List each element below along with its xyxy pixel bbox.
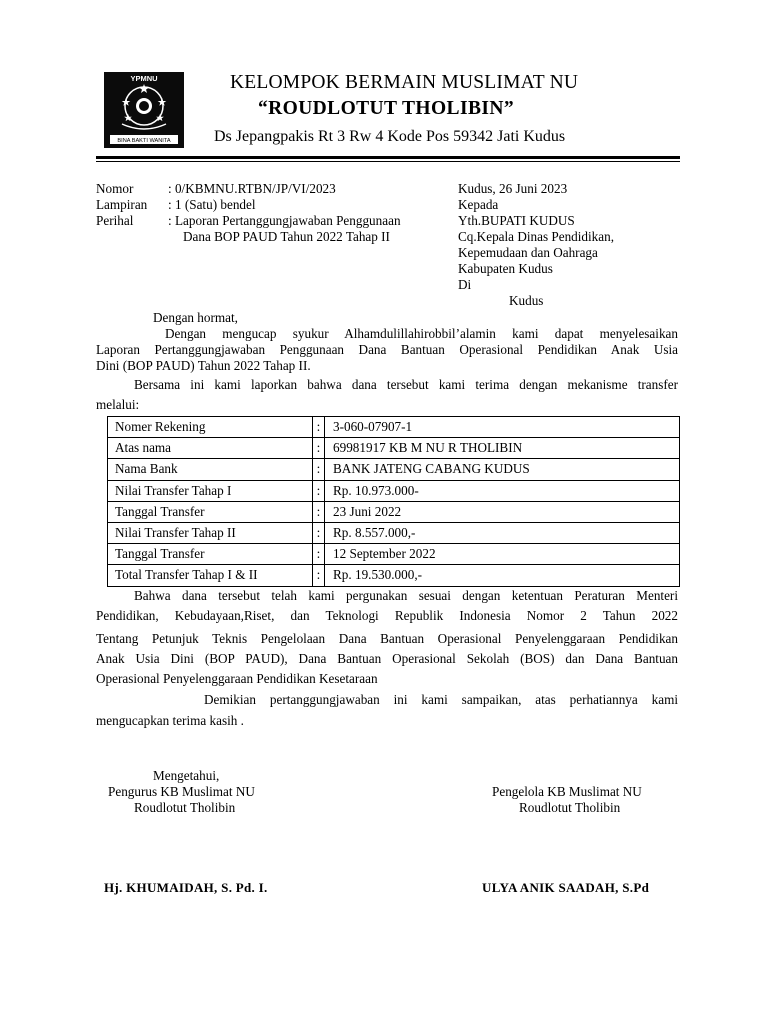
logo-top-text: YPMNU bbox=[130, 74, 158, 83]
paragraph-3-line2: Pendidikan, Kebudayaan,Riset, dan Teknologi Republik Indonesia Nomor 2 Tahun 2022 bbox=[96, 608, 678, 623]
table-cell-value: 3-060-07907-1 bbox=[325, 417, 680, 438]
ypmnu-logo bbox=[104, 72, 184, 148]
logo-bottom-text: BINA BAKTI WANITA bbox=[117, 138, 171, 144]
table-cell-value: 69981917 KB M NU R THOLIBIN bbox=[325, 438, 680, 459]
recipient-cq-line2: Kepemudaan dan Oahraga bbox=[458, 245, 598, 260]
paragraph-3-line5: Operasional Penyelenggaraan Pendidikan Kesetaraan bbox=[96, 671, 378, 686]
paragraph-3-line3: Tentang Petunjuk Teknis Pengelolaan Dana Bantuan Operasional Penyelenggaraan Pendidikan bbox=[96, 631, 678, 646]
letterhead-institution: KELOMPOK BERMAIN MUSLIMAT NU bbox=[230, 72, 579, 93]
table-cell-label: Nilai Transfer Tahap I bbox=[108, 480, 313, 501]
table-row bbox=[108, 459, 680, 480]
table-cell-separator: : bbox=[313, 501, 325, 522]
table-row bbox=[108, 522, 680, 543]
recipient-kepada: Kepada bbox=[458, 197, 499, 212]
table-cell-separator: : bbox=[313, 480, 325, 501]
table-cell-value: 12 September 2022 bbox=[325, 544, 680, 565]
table-row bbox=[108, 565, 680, 586]
paragraph-3-line4: Anak Usia Dini (BOP PAUD), Dana Bantuan Operasional Sekolah (BOS) dan Dana Bantuan bbox=[96, 651, 678, 666]
signature-right-role: Pengelola KB Muslimat NU bbox=[492, 784, 642, 799]
table-cell-label: Nomer Rekening bbox=[108, 417, 313, 438]
perihal-label: Perihal bbox=[96, 213, 134, 228]
signature-left-name: Hj. KHUMAIDAH, S. Pd. I. bbox=[104, 880, 268, 895]
table-cell-value: Rp. 10.973.000- bbox=[325, 480, 680, 501]
table-row bbox=[108, 480, 680, 501]
table-cell-label: Total Transfer Tahap I & II bbox=[108, 565, 313, 586]
table-cell-separator: : bbox=[313, 417, 325, 438]
signature-left-org: Roudlotut Tholibin bbox=[134, 800, 236, 815]
recipient-cq-line3: Kabupaten Kudus bbox=[458, 261, 553, 276]
letter-date: Kudus, 26 Juni 2023 bbox=[458, 181, 568, 196]
ypmnu-emblem-icon bbox=[104, 72, 184, 148]
paragraph-4-line1: Demikian pertanggungjawaban ini kami sampaikan, atas perhatiannya kami bbox=[204, 692, 678, 707]
table-cell-separator: : bbox=[313, 565, 325, 586]
table-row bbox=[108, 501, 680, 522]
table-cell-separator: : bbox=[313, 544, 325, 565]
table-cell-separator: : bbox=[313, 459, 325, 480]
signature-right-name: ULYA ANIK SAADAH, S.Pd bbox=[482, 880, 650, 895]
table-row bbox=[108, 438, 680, 459]
table-cell-label: Tanggal Transfer bbox=[108, 501, 313, 522]
table-cell-value: BANK JATENG CABANG KUDUS bbox=[325, 459, 680, 480]
nomor-label: Nomor bbox=[96, 181, 134, 196]
paragraph-1-line2: Laporan Pertanggungjawaban Penggunaan Dana Bantuan Operasional Pendidikan Anak Usia bbox=[96, 342, 678, 357]
paragraph-2-line2: melalui: bbox=[96, 397, 140, 412]
table-row bbox=[108, 417, 680, 438]
table-cell-label: Atas nama bbox=[108, 438, 313, 459]
table-cell-label: Tanggal Transfer bbox=[108, 544, 313, 565]
signature-right-org: Roudlotut Tholibin bbox=[519, 800, 621, 815]
paragraph-1-line3: Dini (BOP PAUD) Tahun 2022 Tahap II. bbox=[96, 358, 311, 373]
perihal-value-line1: : Laporan Pertanggungjawaban Penggunaan bbox=[168, 213, 401, 228]
transfer-table bbox=[107, 416, 680, 587]
perihal-value-line2: Dana BOP PAUD Tahun 2022 Tahap II bbox=[183, 229, 390, 244]
recipient-city: Kudus bbox=[509, 293, 544, 308]
table-cell-label: Nama Bank bbox=[108, 459, 313, 480]
recipient-yth: Yth.BUPATI KUDUS bbox=[458, 213, 575, 228]
nomor-value: : 0/KBMNU.RTBN/JP/VI/2023 bbox=[168, 181, 336, 196]
paragraph-4-line2: mengucapkan terima kasih . bbox=[96, 713, 244, 728]
table-cell-separator: : bbox=[313, 438, 325, 459]
letterhead-name: “ROUDLOTUT THOLIBIN” bbox=[258, 98, 514, 119]
table-cell-separator: : bbox=[313, 522, 325, 543]
table-cell-label: Nilai Transfer Tahap II bbox=[108, 522, 313, 543]
paragraph-2-line1: Bersama ini kami laporkan bahwa dana tersebut kami terima dengan mekanisme transfer bbox=[134, 377, 678, 392]
recipient-cq-line1: Cq.Kepala Dinas Pendidikan, bbox=[458, 229, 615, 244]
signature-left-role: Pengurus KB Muslimat NU bbox=[108, 784, 255, 799]
greeting: Dengan hormat, bbox=[153, 310, 238, 325]
lampiran-label: Lampiran bbox=[96, 197, 148, 212]
letterhead-address: Ds Jepangpakis Rt 3 Rw 4 Kode Pos 59342 Jati Kudus bbox=[214, 128, 566, 145]
signature-left-mengetahui: Mengetahui, bbox=[153, 768, 220, 783]
paragraph-1-line1: Dengan mengucap syukur Alhamdulillahirobbil’alamin kami dapat menyelesaikan bbox=[165, 326, 678, 341]
table-cell-value: 23 Juni 2022 bbox=[325, 501, 680, 522]
paragraph-3-line1: Bahwa dana tersebut telah kami pergunakan sesuai dengan ketentuan Peraturan Menteri bbox=[134, 588, 678, 603]
table-cell-value: Rp. 19.530.000,- bbox=[325, 565, 680, 586]
recipient-di: Di bbox=[458, 277, 472, 292]
table-row bbox=[108, 544, 680, 565]
lampiran-value: : 1 (Satu) bendel bbox=[168, 197, 256, 212]
letterhead-divider bbox=[96, 156, 680, 162]
table-cell-value: Rp. 8.557.000,- bbox=[325, 522, 680, 543]
